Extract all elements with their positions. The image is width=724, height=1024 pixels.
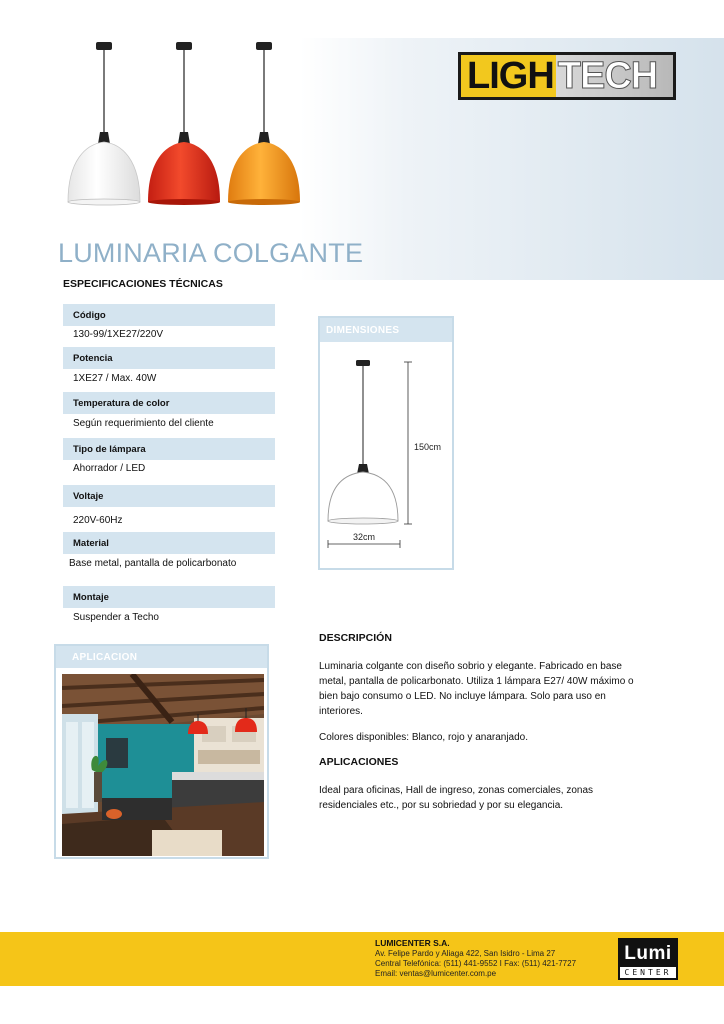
lightech-logo [458, 52, 676, 100]
footer-company: LUMICENTER S.A. [375, 938, 450, 948]
dimensions-heading: DIMENSIONES [320, 318, 452, 342]
applications-line-1: Ideal para oficinas, Hall de ingreso, zonas comerciales, zonas [319, 785, 594, 796]
spec-value-tipo-lampara: Ahorrador / LED [73, 463, 146, 474]
application-heading: APLICACION [56, 646, 267, 668]
lumicenter-logo-bottom: CENTER [624, 968, 672, 977]
spec-label-potencia: Potencia [63, 347, 275, 369]
spec-heading: ESPECIFICACIONES TÉCNICAS [63, 278, 223, 290]
spec-value-voltaje: 220V-60Hz [73, 515, 123, 526]
lamp-red [148, 42, 220, 205]
dimensions-panel [318, 316, 454, 570]
spec-value-codigo: 130-99/1XE27/220V [73, 329, 164, 340]
logo-text-part1: LIGH [467, 54, 554, 97]
lamps-photo [60, 40, 310, 215]
footer [0, 932, 724, 986]
spec-label-voltaje: Voltaje [63, 485, 275, 507]
applications-text [319, 783, 669, 813]
colors-available: Colores disponibles: Blanco, rojo y anaranjado. [319, 732, 529, 743]
spec-value-material: Base metal, pantalla de policarbonato [69, 558, 237, 569]
spec-label-codigo: Código [63, 304, 275, 326]
footer-address: Av. Felipe Pardo y Aliaga 422, San Isidro - Lima 27 [375, 949, 556, 958]
applications-heading: APLICACIONES [319, 756, 399, 768]
height-dimension-label: 150cm [414, 442, 442, 452]
lumicenter-logo [618, 938, 678, 980]
lumicenter-logo-top: Lumi [620, 940, 676, 967]
page-title: LUMINARIA COLGANTE [58, 238, 364, 268]
spec-label-temperatura: Temperatura de color [63, 392, 275, 414]
footer-email[interactable]: Email: ventas@lumicenter.com.pe [375, 969, 497, 978]
description-line-3: bien bajo consumo o LED. No incluye lámpara. Solo para uso en [319, 691, 606, 702]
lamp-orange [228, 42, 300, 205]
spec-value-temperatura: Según requerimiento del cliente [73, 418, 214, 429]
footer-phones: Central Telefónica: (511) 441-9552 I Fax: (511) 421-7727 [375, 959, 577, 968]
description-line-2: metal, pantalla de policarbonato. Utiliza 1 lámpara E27/ 40W máximo o [319, 676, 634, 687]
spec-label-material: Material [63, 532, 275, 554]
application-photo [62, 674, 264, 856]
spec-label-tipo-lampara: Tipo de lámpara [63, 438, 275, 460]
description-line-1: Luminaria colgante con diseño sobrio y elegante. Fabricado en base [319, 661, 622, 672]
applications-line-2: residenciales etc., por su sobriedad y por su elegancia. [319, 800, 564, 811]
description-text [319, 659, 669, 719]
spec-value-montaje: Suspender a Techo [73, 612, 159, 623]
logo-text-part2: TECH [556, 55, 673, 97]
spec-value-potencia: 1XE27 / Max. 40W [73, 373, 157, 384]
description-heading: DESCRIPCIÓN [319, 632, 392, 644]
lamp-white [68, 42, 140, 205]
spec-label-montaje: Montaje [63, 586, 275, 608]
width-dimension-label: 32cm [353, 532, 376, 542]
application-panel [54, 644, 269, 859]
description-line-4: interiores. [319, 706, 363, 717]
